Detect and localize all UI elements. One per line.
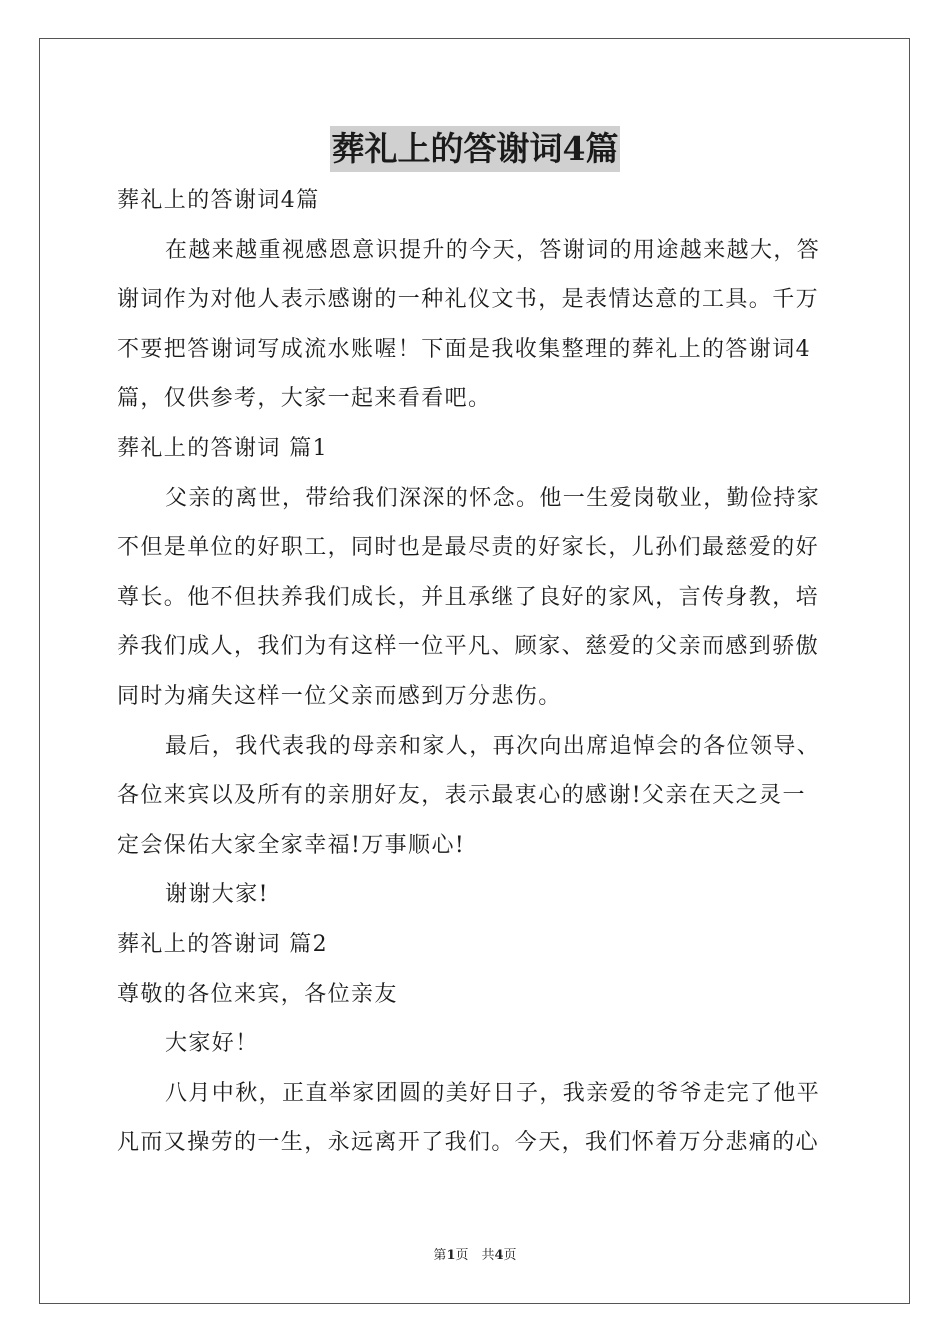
text-line: 最后，我代表我的母亲和家人，再次向出席追悼会的各位领导、 bbox=[165, 733, 821, 759]
title-wrap bbox=[0, 126, 950, 172]
document-title: 葬礼上的答谢词4篇 bbox=[330, 126, 621, 172]
page-footer bbox=[0, 1244, 950, 1263]
footer-page-total: 4 bbox=[494, 1248, 504, 1263]
document-body bbox=[117, 176, 837, 1168]
footer-page-current: 1 bbox=[446, 1248, 456, 1263]
text-line: 不但是单位的好职工，同时也是最尽责的好家长，儿孙们最慈爱的好 bbox=[117, 535, 820, 561]
footer-page-mid: 页 共 bbox=[455, 1248, 495, 1263]
text-line: 不要把答谢词写成流水账喔！下面是我收集整理的葬礼上的答谢词4 bbox=[117, 336, 811, 362]
text-line: 养我们成人，我们为有这样一位平凡、顾家、慈爱的父亲而感到骄傲 bbox=[117, 634, 820, 660]
text-line: 葬礼上的答谢词 篇1 bbox=[117, 435, 328, 461]
text-line: 尊长。他不但扶养我们成长，并且承继了良好的家风，言传身教，培 bbox=[117, 584, 820, 610]
text-line: 同时为痛失这样一位父亲而感到万分悲伤。 bbox=[117, 683, 562, 709]
text-line: 谢词作为对他人表示感谢的一种礼仪文书，是表情达意的工具。千万 bbox=[117, 287, 820, 313]
text-line: 八月中秋，正直举家团圆的美好日子，我亲爱的爷爷走完了他平 bbox=[165, 1080, 821, 1106]
text-line: 谢谢大家! bbox=[165, 882, 269, 908]
text-line: 大家好！ bbox=[165, 1031, 259, 1057]
text-line: 葬礼上的答谢词 篇2 bbox=[117, 931, 328, 957]
text-line: 父亲的离世，带给我们深深的怀念。他一生爱岗敬业，勤俭持家 bbox=[165, 485, 821, 511]
text-line: 在越来越重视感恩意识提升的今天，答谢词的用途越来越大，答 bbox=[165, 237, 821, 263]
text-line: 凡而又操劳的一生，永远离开了我们。今天，我们怀着万分悲痛的心 bbox=[117, 1130, 820, 1156]
text-line: 葬礼上的答谢词4篇 bbox=[117, 188, 320, 213]
text-line: 定会保佑大家全家幸福!万事顺心! bbox=[117, 832, 466, 858]
footer-page-suffix: 页 bbox=[503, 1248, 517, 1263]
text-line: 尊敬的各位来宾，各位亲友 bbox=[117, 981, 398, 1007]
text-line: 篇，仅供参考，大家一起来看看吧。 bbox=[117, 386, 492, 412]
text-line: 各位来宾以及所有的亲朋好友，表示最衷心的感谢!父亲在天之灵一 bbox=[117, 783, 806, 809]
footer-page-prefix: 第 bbox=[433, 1248, 447, 1263]
